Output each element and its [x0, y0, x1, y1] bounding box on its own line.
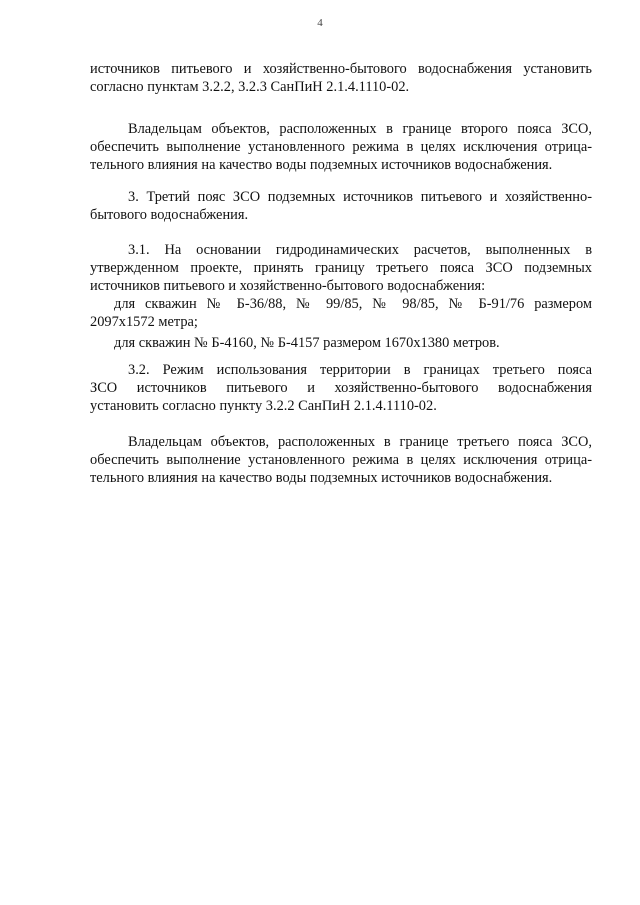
paragraph-line: 3.1. На основании гидродинамических расчетов, выполненных в	[128, 242, 592, 258]
paragraph-line: ЗСО источников питьевого и хозяйственно-бытового водоснабжения	[90, 380, 592, 396]
paragraph-3-1	[90, 241, 592, 352]
paragraph-line: 2097х1572 метра;	[90, 314, 198, 330]
paragraph-line: для скважин № Б-4160, № Б-4157 размером 1670х1380 метров.	[114, 335, 500, 351]
paragraph-line: утвержденном проекте, принять границу третьего пояса ЗСО подземных	[90, 260, 592, 276]
paragraph-line: для скважин № Б-36/88, № 99/85, № 98/85, № Б-91/76 размером	[114, 296, 592, 312]
paragraph-line: тельного влияния на качество воды подземных источников водоснабжения.	[90, 157, 553, 173]
paragraph-line: источников питьевого и хозяйственно-бытового водоснабжения:	[90, 278, 486, 294]
paragraph-line: тельного влияния на качество воды подземных источников водоснабжения.	[90, 470, 553, 486]
paragraph-line: источников питьевого и хозяйственно-бытового водоснабжения установить	[90, 61, 592, 77]
paragraph-line: Владельцам объектов, расположенных в границе второго пояса ЗСО,	[128, 121, 592, 137]
section-3-heading	[90, 188, 592, 224]
paragraph-3-2	[90, 361, 592, 415]
paragraph-line: 3.2. Режим использования территории в границах третьего пояса	[128, 362, 592, 378]
paragraph-line: установить согласно пункту 3.2.2 СанПиН 2.1.4.1110-02.	[90, 398, 437, 414]
paragraph-line: 3. Третий пояс ЗСО подземных источников питьевого и хозяйственно-	[128, 189, 592, 205]
paragraph-2	[90, 120, 592, 174]
page-number: 4	[317, 17, 323, 29]
paragraph-line: обеспечить выполнение установленного режима в целях исключения отрица-	[90, 452, 592, 468]
paragraph-line: Владельцам объектов, расположенных в границе третьего пояса ЗСО,	[128, 434, 592, 450]
paragraph-owners-third-zone	[90, 433, 592, 487]
paragraph-1	[90, 60, 592, 96]
paragraph-line: согласно пунктам 3.2.2, 3.2.3 СанПиН 2.1.4.1110-02.	[90, 79, 410, 95]
paragraph-line: бытового водоснабжения.	[90, 207, 249, 223]
paragraph-line: обеспечить выполнение установленного режима в целях исключения отрица-	[90, 139, 592, 155]
